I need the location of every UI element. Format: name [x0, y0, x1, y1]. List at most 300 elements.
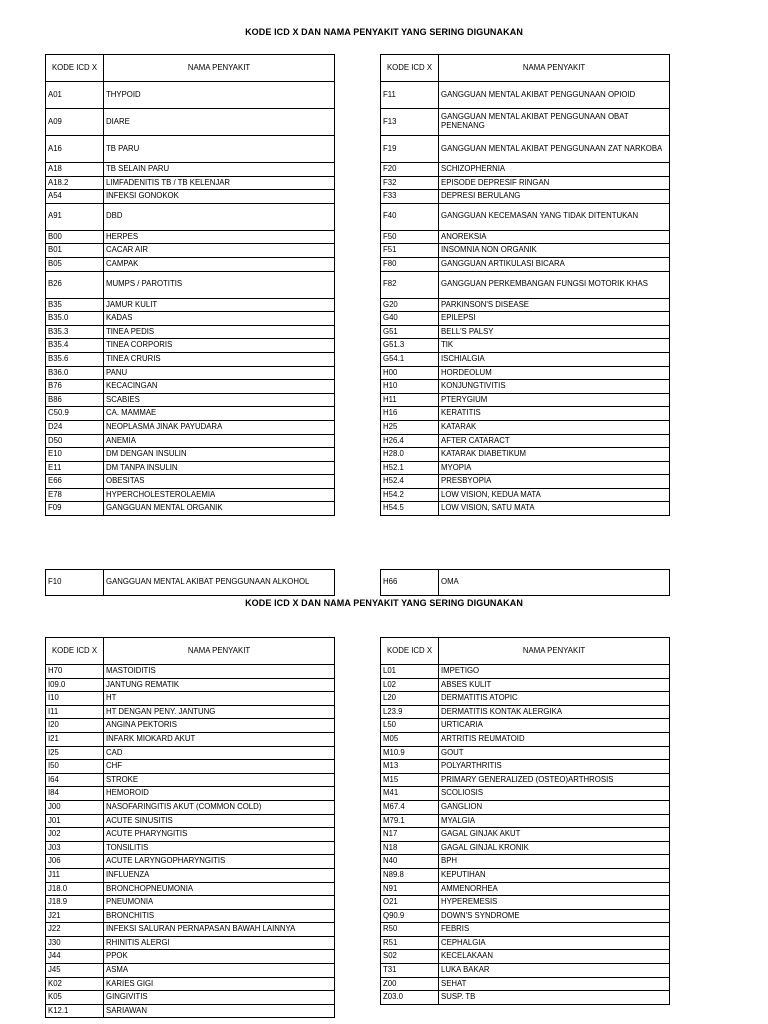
table-header-row [381, 638, 670, 665]
icd-code-cell: E11 [46, 461, 104, 475]
table-row [381, 271, 670, 298]
disease-name-cell: FEBRIS [439, 923, 670, 937]
icd-code-cell: H11 [381, 393, 439, 407]
disease-name-cell: INFEKSI GONOKOK [104, 190, 335, 204]
icd-code-cell: I09.0 [46, 678, 104, 692]
disease-name-cell: GANGLION [439, 800, 670, 814]
disease-name-cell: HEMOROID [104, 787, 335, 801]
table-row [46, 190, 335, 204]
disease-name-cell: GAGAL GINJAK AKUT [439, 828, 670, 842]
table-row [46, 271, 335, 298]
icd-code-cell: T31 [381, 964, 439, 978]
disease-name-cell: HT [104, 692, 335, 706]
table-row [46, 678, 335, 692]
table-row [381, 352, 670, 366]
table-row [46, 325, 335, 339]
disease-name-cell: KATARAK [439, 420, 670, 434]
table-row [381, 692, 670, 706]
disease-name-cell: PRESBYOPIA [439, 475, 670, 489]
icd-code-cell: B05 [46, 257, 104, 271]
disease-name-cell: IMPETIGO [439, 665, 670, 679]
disease-name-cell: DERMATITIS ATOPIC [439, 692, 670, 706]
disease-name-cell: AMMENORHEA [439, 882, 670, 896]
icd-code-cell: F19 [381, 136, 439, 163]
disease-name-cell: JAMUR KULIT [104, 298, 335, 312]
disease-name-cell: OMA [439, 570, 670, 596]
icd-code-cell: J45 [46, 964, 104, 978]
disease-name-cell: MYOPIA [439, 461, 670, 475]
icd-code-cell: G54.1 [381, 352, 439, 366]
disease-name-cell: PPOK [104, 950, 335, 964]
disease-name-cell: LOW VISION, KEDUA MATA [439, 488, 670, 502]
disease-name-cell: KECELAKAAN [439, 950, 670, 964]
icd-code-cell: F13 [381, 109, 439, 136]
disease-name-cell: MYALGIA [439, 814, 670, 828]
icd-code-cell: J01 [46, 814, 104, 828]
icd-single-row-right [380, 569, 670, 596]
table-row [46, 787, 335, 801]
icd-table-2-right [380, 637, 670, 1005]
disease-name-cell: KONJUNGTIVITIS [439, 380, 670, 394]
disease-name-cell: GANGGUAN MENTAL ORGANIK [104, 502, 335, 516]
table-row [46, 800, 335, 814]
table-row [46, 448, 335, 462]
table-row [46, 692, 335, 706]
disease-name-cell: NASOFARINGITIS AKUT (COMMON COLD) [104, 800, 335, 814]
table-row [46, 407, 335, 421]
table-row [381, 488, 670, 502]
table-row [381, 244, 670, 258]
icd-code-cell: R51 [381, 936, 439, 950]
table-header-row [46, 638, 335, 665]
icd-code-cell: L50 [381, 719, 439, 733]
icd-code-cell: C50.9 [46, 407, 104, 421]
table-row [46, 502, 335, 516]
table-row [46, 461, 335, 475]
icd-code-cell: A16 [46, 136, 104, 163]
icd-code-cell: H52.4 [381, 475, 439, 489]
icd-code-cell: L23.9 [381, 705, 439, 719]
table-row [46, 936, 335, 950]
table-row [46, 176, 335, 190]
table-row [46, 570, 335, 596]
table-row [46, 163, 335, 177]
icd-code-cell: E10 [46, 448, 104, 462]
table-row [46, 230, 335, 244]
table-row [46, 923, 335, 937]
icd-code-cell: B00 [46, 230, 104, 244]
table-row [46, 393, 335, 407]
icd-code-cell: H28.0 [381, 448, 439, 462]
disease-name-cell: HYPERCHOLESTEROLAEMIA [104, 488, 335, 502]
disease-name-cell: JANTUNG REMATIK [104, 678, 335, 692]
table-row [46, 719, 335, 733]
icd-code-cell: B35.3 [46, 325, 104, 339]
disease-name-cell: ANGINA PEKTORIS [104, 719, 335, 733]
table-row [46, 434, 335, 448]
table-row [381, 230, 670, 244]
disease-name-cell: INFARK MIOKARD AKUT [104, 732, 335, 746]
icd-code-cell: H16 [381, 407, 439, 421]
table-row [46, 665, 335, 679]
table-row [46, 705, 335, 719]
icd-code-cell: H54.2 [381, 488, 439, 502]
icd-code-cell: N89.8 [381, 868, 439, 882]
table-row [46, 475, 335, 489]
icd-code-cell: J00 [46, 800, 104, 814]
header-code-cell: KODE ICD X [46, 638, 104, 665]
page-title-top: KODE ICD X DAN NAMA PENYAKIT YANG SERING DIGUNAKAN [245, 27, 523, 37]
disease-name-cell: BRONCHITIS [104, 909, 335, 923]
icd-code-cell: I64 [46, 773, 104, 787]
table-row [381, 800, 670, 814]
disease-name-cell: GANGGUAN MENTAL AKIBAT PENGGUNAAN OBAT PENENANG [439, 109, 670, 136]
icd-code-cell: A09 [46, 109, 104, 136]
icd-code-cell: B86 [46, 393, 104, 407]
header-name-cell: NAMA PENYAKIT [104, 638, 335, 665]
disease-name-cell: ARTRITIS REUMATOID [439, 732, 670, 746]
icd-code-cell: F40 [381, 203, 439, 230]
table-row [381, 312, 670, 326]
icd-code-cell: M79.1 [381, 814, 439, 828]
table-row [46, 339, 335, 353]
table-row [46, 855, 335, 869]
disease-name-cell: GANGGUAN PERKEMBANGAN FUNGSI MOTORIK KHAS [439, 271, 670, 298]
table-row [46, 352, 335, 366]
table-row [381, 665, 670, 679]
icd-code-cell: R50 [381, 923, 439, 937]
disease-name-cell: DBD [104, 203, 335, 230]
disease-name-cell: NEOPLASMA JINAK PAYUDARA [104, 420, 335, 434]
icd-code-cell: E66 [46, 475, 104, 489]
disease-name-cell: HT DENGAN PENY. JANTUNG [104, 705, 335, 719]
table-row [381, 380, 670, 394]
icd-code-cell: J21 [46, 909, 104, 923]
icd-code-cell: N18 [381, 841, 439, 855]
table-row [381, 339, 670, 353]
table-row [46, 991, 335, 1005]
icd-code-cell: F32 [381, 176, 439, 190]
icd-code-cell: B35.4 [46, 339, 104, 353]
disease-name-cell: POLYARTHRITIS [439, 760, 670, 774]
disease-name-cell: INFLUENZA [104, 868, 335, 882]
disease-name-cell: PARKINSON'S DISEASE [439, 298, 670, 312]
disease-name-cell: LOW VISION, SATU MATA [439, 502, 670, 516]
icd-code-cell: J02 [46, 828, 104, 842]
disease-name-cell: DM DENGAN INSULIN [104, 448, 335, 462]
icd-code-cell: L02 [381, 678, 439, 692]
disease-name-cell: TONSILITIS [104, 841, 335, 855]
icd-code-cell: S02 [381, 950, 439, 964]
disease-name-cell: KARIES GIGI [104, 977, 335, 991]
disease-name-cell: CAD [104, 746, 335, 760]
table-row [46, 746, 335, 760]
icd-code-cell: K12.1 [46, 1004, 104, 1018]
icd-code-cell: I20 [46, 719, 104, 733]
icd-code-cell: B35 [46, 298, 104, 312]
icd-code-cell: J11 [46, 868, 104, 882]
icd-code-cell: I11 [46, 705, 104, 719]
disease-name-cell: GINGIVITIS [104, 991, 335, 1005]
icd-code-cell: I25 [46, 746, 104, 760]
icd-code-cell: G51.3 [381, 339, 439, 353]
disease-name-cell: TB PARU [104, 136, 335, 163]
table-row [381, 868, 670, 882]
table-row [381, 163, 670, 177]
table-row [381, 570, 670, 596]
table-row [46, 964, 335, 978]
page-title-bottom: KODE ICD X DAN NAMA PENYAKIT YANG SERING DIGUNAKAN [245, 598, 523, 608]
icd-code-cell: M10.9 [381, 746, 439, 760]
icd-code-cell: N91 [381, 882, 439, 896]
icd-code-cell: J03 [46, 841, 104, 855]
table-row [381, 448, 670, 462]
table-row [381, 325, 670, 339]
table-row [46, 977, 335, 991]
disease-name-cell: AFTER CATARACT [439, 434, 670, 448]
icd-code-cell: J22 [46, 923, 104, 937]
disease-name-cell: GANGGUAN MENTAL AKIBAT PENGGUNAAN ALKOHOL [104, 570, 335, 596]
disease-name-cell: GANGGUAN ARTIKULASI BICARA [439, 257, 670, 271]
icd-code-cell: H00 [381, 366, 439, 380]
table-row [46, 828, 335, 842]
icd-code-cell: F11 [381, 82, 439, 109]
icd-code-cell: M67.4 [381, 800, 439, 814]
header-code-cell: KODE ICD X [381, 638, 439, 665]
icd-code-cell: F50 [381, 230, 439, 244]
disease-name-cell: PANU [104, 366, 335, 380]
table-row [46, 257, 335, 271]
table-row [381, 434, 670, 448]
table-row [381, 407, 670, 421]
disease-name-cell: ANEMIA [104, 434, 335, 448]
disease-name-cell: SUSP. TB [439, 991, 670, 1005]
icd-code-cell: J30 [46, 936, 104, 950]
icd-code-cell: J18.0 [46, 882, 104, 896]
icd-code-cell: F82 [381, 271, 439, 298]
table-row [46, 732, 335, 746]
disease-name-cell: ACUTE SINUSITIS [104, 814, 335, 828]
disease-name-cell: ISCHIALGIA [439, 352, 670, 366]
table-row [46, 760, 335, 774]
disease-name-cell: STROKE [104, 773, 335, 787]
icd-code-cell: B35.6 [46, 352, 104, 366]
icd-code-cell: G20 [381, 298, 439, 312]
table-row [381, 896, 670, 910]
icd-code-cell: M05 [381, 732, 439, 746]
icd-code-cell: B26 [46, 271, 104, 298]
header-name-cell: NAMA PENYAKIT [439, 638, 670, 665]
table-row [381, 773, 670, 787]
table-row [381, 732, 670, 746]
table-row [46, 312, 335, 326]
icd-code-cell: A18 [46, 163, 104, 177]
icd-code-cell: A01 [46, 82, 104, 109]
icd-code-cell: B36.0 [46, 366, 104, 380]
disease-name-cell: BPH [439, 855, 670, 869]
disease-name-cell: TB SELAIN PARU [104, 163, 335, 177]
disease-name-cell: ANOREKSIA [439, 230, 670, 244]
icd-code-cell: G40 [381, 312, 439, 326]
table-row [46, 1004, 335, 1018]
icd-code-cell: Z03.0 [381, 991, 439, 1005]
header-code-cell: KODE ICD X [46, 55, 104, 82]
icd-code-cell: B01 [46, 244, 104, 258]
icd-code-cell: A54 [46, 190, 104, 204]
icd-code-cell: I21 [46, 732, 104, 746]
table-row [381, 461, 670, 475]
disease-name-cell: KEPUTIHAN [439, 868, 670, 882]
table-row [381, 176, 670, 190]
table-row [46, 420, 335, 434]
icd-code-cell: K02 [46, 977, 104, 991]
icd-code-cell: N40 [381, 855, 439, 869]
icd-single-row-left [45, 569, 335, 596]
table-header-row [381, 55, 670, 82]
table-row [381, 936, 670, 950]
table-row [381, 420, 670, 434]
table-row [381, 787, 670, 801]
icd-code-cell: H54.5 [381, 502, 439, 516]
table-row [381, 977, 670, 991]
icd-table-1-left [45, 54, 335, 516]
table-row [381, 678, 670, 692]
table-row [46, 950, 335, 964]
icd-code-cell: D50 [46, 434, 104, 448]
table-row [381, 190, 670, 204]
table-row [46, 109, 335, 136]
icd-code-cell: I84 [46, 787, 104, 801]
disease-name-cell: EPILEPSI [439, 312, 670, 326]
table-row [46, 203, 335, 230]
disease-name-cell: SCHIZOPHERNIA [439, 163, 670, 177]
header-name-cell: NAMA PENYAKIT [104, 55, 335, 82]
table-row [381, 841, 670, 855]
table-row [381, 991, 670, 1005]
table-row [46, 909, 335, 923]
disease-name-cell: GOUT [439, 746, 670, 760]
disease-name-cell: BRONCHOPNEUMONIA [104, 882, 335, 896]
icd-code-cell: J18.9 [46, 896, 104, 910]
disease-name-cell: INSOMNIA NON ORGANIK [439, 244, 670, 258]
disease-name-cell: INFEKSI SALURAN PERNAPASAN BAWAH LAINNYA [104, 923, 335, 937]
icd-code-cell: F09 [46, 502, 104, 516]
table-row [46, 298, 335, 312]
disease-name-cell: DM TANPA INSULIN [104, 461, 335, 475]
icd-code-cell: A18.2 [46, 176, 104, 190]
table-row [46, 896, 335, 910]
disease-name-cell: RHINITIS ALERGI [104, 936, 335, 950]
disease-name-cell: KATARAK DIABETIKUM [439, 448, 670, 462]
icd-code-cell: B76 [46, 380, 104, 394]
disease-name-cell: DEPRESI BERULANG [439, 190, 670, 204]
icd-code-cell: F10 [46, 570, 104, 596]
disease-name-cell: CA. MAMMAE [104, 407, 335, 421]
table-row [381, 828, 670, 842]
disease-name-cell: HERPES [104, 230, 335, 244]
disease-name-cell: GANGGUAN KECEMASAN YANG TIDAK DITENTUKAN [439, 203, 670, 230]
disease-name-cell: DOWN'S SYNDROME [439, 909, 670, 923]
icd-code-cell: H66 [381, 570, 439, 596]
disease-name-cell: HORDEOLUM [439, 366, 670, 380]
icd-code-cell: O21 [381, 896, 439, 910]
disease-name-cell: TIK [439, 339, 670, 353]
disease-name-cell: GAGAL GINJAL KRONIK [439, 841, 670, 855]
table-row [381, 760, 670, 774]
disease-name-cell: KECACINGAN [104, 380, 335, 394]
table-row [381, 475, 670, 489]
table-row [381, 203, 670, 230]
table-row [381, 909, 670, 923]
disease-name-cell: HYPEREMESIS [439, 896, 670, 910]
disease-name-cell: CAMPAK [104, 257, 335, 271]
table-row [381, 366, 670, 380]
icd-code-cell: F51 [381, 244, 439, 258]
icd-code-cell: D24 [46, 420, 104, 434]
disease-name-cell: LUKA BAKAR [439, 964, 670, 978]
table-row [46, 773, 335, 787]
icd-code-cell: L01 [381, 665, 439, 679]
disease-name-cell: PNEUMONIA [104, 896, 335, 910]
table-row [46, 82, 335, 109]
table-row [46, 882, 335, 896]
icd-code-cell: F20 [381, 163, 439, 177]
icd-code-cell: B35.0 [46, 312, 104, 326]
disease-name-cell: SEHAT [439, 977, 670, 991]
table-row [381, 393, 670, 407]
table-row [381, 950, 670, 964]
disease-name-cell: GANGGUAN MENTAL AKIBAT PENGGUNAAN ZAT NARKOBA [439, 136, 670, 163]
icd-code-cell: M13 [381, 760, 439, 774]
icd-code-cell: G51 [381, 325, 439, 339]
disease-name-cell: OBESITAS [104, 475, 335, 489]
disease-name-cell: KERATITIS [439, 407, 670, 421]
disease-name-cell: MASTOIDITIS [104, 665, 335, 679]
table-row [46, 380, 335, 394]
icd-code-cell: F33 [381, 190, 439, 204]
disease-name-cell: ACUTE LARYNGOPHARYNGITIS [104, 855, 335, 869]
icd-code-cell: K05 [46, 991, 104, 1005]
disease-name-cell: SARIAWAN [104, 1004, 335, 1018]
table-row [46, 841, 335, 855]
table-row [381, 502, 670, 516]
icd-code-cell: I50 [46, 760, 104, 774]
table-row [381, 923, 670, 937]
table-row [46, 136, 335, 163]
disease-name-cell: TINEA PEDIS [104, 325, 335, 339]
icd-code-cell: H70 [46, 665, 104, 679]
icd-code-cell: J44 [46, 950, 104, 964]
table-row [381, 855, 670, 869]
icd-code-cell: H25 [381, 420, 439, 434]
header-code-cell: KODE ICD X [381, 55, 439, 82]
table-row [381, 705, 670, 719]
disease-name-cell: BELL'S PALSY [439, 325, 670, 339]
table-row [381, 814, 670, 828]
table-row [381, 109, 670, 136]
disease-name-cell: CACAR AIR [104, 244, 335, 258]
icd-table-1-right [380, 54, 670, 516]
table-row [46, 868, 335, 882]
icd-code-cell: L20 [381, 692, 439, 706]
header-name-cell: NAMA PENYAKIT [439, 55, 670, 82]
table-header-row [46, 55, 335, 82]
icd-code-cell: F80 [381, 257, 439, 271]
icd-code-cell: J06 [46, 855, 104, 869]
icd-code-cell: I10 [46, 692, 104, 706]
icd-code-cell: M41 [381, 787, 439, 801]
icd-code-cell: H10 [381, 380, 439, 394]
